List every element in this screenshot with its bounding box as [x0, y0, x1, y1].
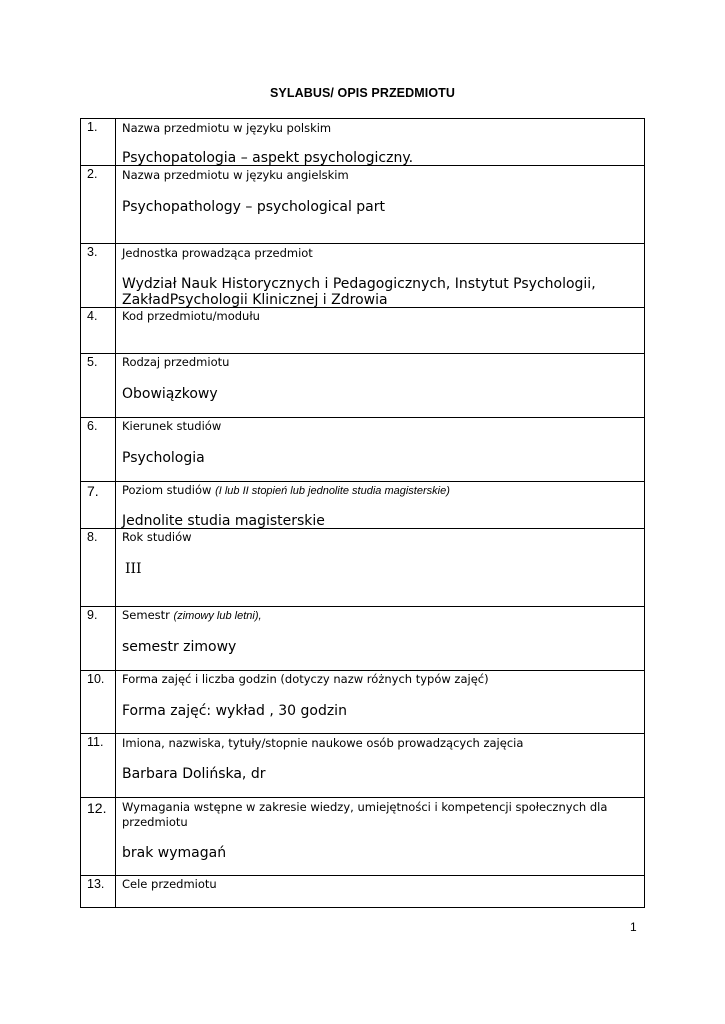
row-value: Psychopathology – psychological part [122, 199, 385, 215]
row-divider [81, 733, 644, 734]
row-divider [81, 243, 644, 244]
row-number: 7. [87, 483, 99, 499]
row-label-note: (I lub II stopień lub jednolite studia magisterskie) [215, 485, 450, 497]
page-number: 1 [630, 920, 637, 934]
row-value: Psychopatologia – aspekt psychologiczny. [122, 150, 414, 166]
row-label: Kierunek studiów [122, 419, 222, 433]
row-number: 5. [87, 355, 98, 369]
row-divider [81, 797, 644, 798]
row-number: 2. [87, 167, 98, 181]
row-label-line: Wymagania wstępne w zakresie wiedzy, umiejętności i kompetencji społecznych dla [122, 800, 608, 814]
row-label: Forma zajęć i liczba godzin (dotyczy nazw różnych typów zajęć) [122, 672, 489, 686]
row-value: III [125, 561, 142, 577]
row-number: 6. [87, 419, 98, 433]
row-value: Psychologia [122, 450, 205, 466]
row-number: 1. [87, 120, 98, 134]
row-number: 4. [87, 309, 98, 323]
row-label: Rok studiów [122, 530, 192, 544]
row-value: semestr zimowy [122, 639, 237, 655]
row-label-text: Semestr [122, 608, 170, 622]
row-value: Obowiązkowy [122, 386, 218, 402]
row-number: 13. [87, 877, 105, 891]
row-value: Barbara Dolińska, dr [122, 766, 266, 782]
row-divider [81, 670, 644, 671]
column-divider [115, 119, 116, 907]
row-number: 11. [87, 735, 104, 749]
row-number: 3. [87, 245, 98, 259]
row-label: Rodzaj przedmiotu [122, 355, 230, 369]
row-value: Forma zajęć: wykład , 30 godzin [122, 703, 347, 719]
row-number: 10. [87, 672, 105, 686]
row-number: 12. [87, 800, 107, 816]
page-title: SYLABUS/ OPIS PRZEDMIOTU [269, 86, 456, 100]
row-number: 8. [87, 530, 98, 544]
row-divider [81, 481, 644, 482]
row-divider [81, 353, 644, 354]
row-label-line: przedmiotu [122, 815, 188, 829]
row-value: Jednolite studia magisterskie [122, 513, 325, 529]
syllabus-table [80, 118, 645, 908]
row-label-text: Poziom studiów [122, 483, 212, 497]
row-value-line: ZakładPsychologii Klinicznej i Zdrowia [122, 292, 388, 308]
row-label-note: (zimowy lub letni), [173, 610, 262, 622]
row-value: brak wymagań [122, 845, 227, 861]
row-label: Kod przedmiotu/modułu [122, 309, 260, 323]
row-label: Cele przedmiotu [122, 877, 217, 891]
row-divider [81, 606, 644, 607]
row-value-line: Wydział Nauk Historycznych i Pedagogicznych, Instytut Psychologii, [122, 276, 596, 292]
row-label [122, 483, 642, 499]
row-label [122, 608, 642, 624]
row-label: Nazwa przedmiotu w języku polskim [122, 121, 332, 135]
row-label: Jednostka prowadząca przedmiot [122, 246, 313, 260]
row-label: Imiona, nazwiska, tytuły/stopnie naukowe osób prowadzących zajęcia [122, 736, 524, 750]
row-number: 9. [87, 608, 98, 622]
row-divider [81, 417, 644, 418]
row-divider [81, 875, 644, 876]
row-label: Nazwa przedmiotu w języku angielskim [122, 168, 349, 182]
